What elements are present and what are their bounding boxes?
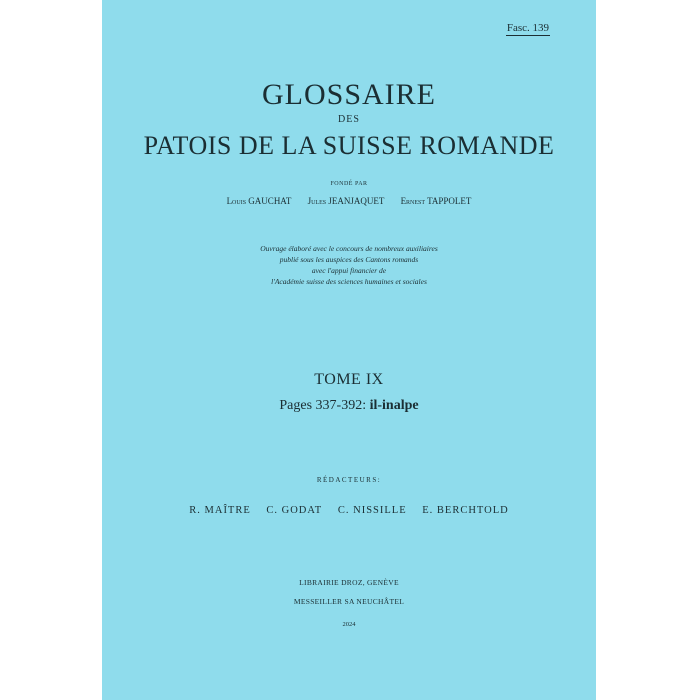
fascicle-number: Fasc. 139: [506, 22, 549, 34]
founder-name: Jules JEANJAQUET: [307, 196, 385, 206]
credit-line: avec l'appui financier de: [311, 266, 387, 275]
editors-line: [102, 504, 596, 517]
pages-prefix: Pages 337-392:: [279, 398, 367, 413]
editor-name: E. BERCHTOLD: [422, 505, 509, 516]
credit-line: l'Académie suisse des sciences humaines et sociales: [271, 277, 427, 286]
credits-block: [102, 243, 596, 287]
title-patois: PATOIS DE LA SUISSE ROMANDE: [143, 131, 555, 160]
credit-line: Ouvrage élaboré avec le concours de nombreux auxiliaires: [260, 244, 438, 253]
publication-year: 2024: [342, 621, 356, 628]
pages-range: il-inalpe: [369, 398, 419, 413]
publisher-line: LIBRAIRIE DROZ, GENÈVE: [299, 578, 399, 587]
pages-line: [102, 398, 596, 414]
credit-line: publié sous les auspices des Cantons romands: [279, 255, 419, 264]
editor-name: R. MAÎTRE: [189, 505, 251, 516]
founders-line: [102, 195, 596, 207]
tome-heading: TOME IX: [314, 371, 384, 388]
founder-name: Ernest TAPPOLET: [400, 196, 472, 206]
cover-page: [102, 0, 596, 700]
title-glossaire: GLOSSAIRE: [261, 78, 436, 111]
editor-name: C. NISSILLE: [337, 505, 407, 516]
title-des: DES: [338, 114, 360, 125]
founder-name: Louis GAUCHAT: [226, 196, 292, 206]
editors-label: RÉDACTEURS:: [316, 476, 382, 484]
founded-by-label: FONDÉ PAR: [330, 181, 368, 187]
editor-name: C. GODAT: [266, 505, 323, 516]
publisher-line: MESSEILLER SA NEUCHÂTEL: [293, 597, 405, 606]
